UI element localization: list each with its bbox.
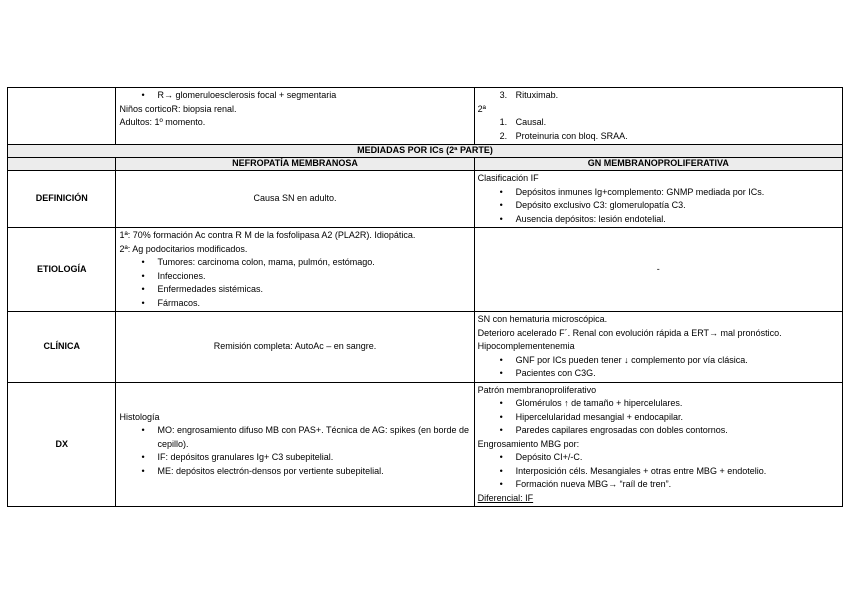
table-row <box>8 228 843 312</box>
text-line: 2ª: Ag podocitarios modificados. <box>119 243 248 254</box>
clinica-membranoproliferativa <box>474 312 842 383</box>
text-line: SN con hematuria microscópica. <box>477 314 608 324</box>
text-line: Engrosamiento MBG por: <box>477 438 580 449</box>
continuation-right-cell <box>474 88 842 145</box>
continuation-row <box>8 88 843 145</box>
list-item: • Fármacos. <box>119 297 470 311</box>
text-line: Hipocomplementenemia <box>477 341 575 351</box>
definicion-membranosa: Causa SN en adulto. <box>116 171 474 228</box>
list-item: • Interposición céls. Mesangiales + otras entre MBG + endotelio. <box>478 465 839 479</box>
column-header-row <box>8 158 843 171</box>
list-item: • ME: depósitos electrón-densos por vertiente subepitelial. <box>119 465 470 479</box>
list-item: • Paredes capilares engrosadas con dobles contornos. <box>478 424 839 438</box>
table-row <box>8 312 843 383</box>
list-item: 1. Causal. <box>499 117 547 127</box>
text-line: Niños corticoR: biopsia renal. <box>119 103 237 114</box>
row-label-clinica: CLÍNICA <box>8 312 116 383</box>
list-item: • Tumores: carcinoma colon, mama, pulmón, estómago. <box>119 256 470 270</box>
list-item: • Formación nueva MBG→ “raíl de tren”. <box>478 478 839 492</box>
text-line: Diferencial: IF <box>477 492 534 503</box>
list-item: • Pacientes con C3G. <box>478 367 839 381</box>
column-header-membranosa: NEFROPATÍA MEMBRANOSA <box>116 158 474 171</box>
etiologia-membranosa <box>116 228 474 312</box>
list-item: • Enfermedades sistémicas. <box>119 283 470 297</box>
table-row <box>8 382 843 507</box>
text-line: Patrón membranoproliferativo <box>477 384 597 395</box>
row-label-definicion: DEFINICIÓN <box>8 171 116 228</box>
section-title: MEDIADAS POR ICs (2ª PARTE) <box>8 145 843 158</box>
text-line: Clasificación IF <box>477 173 539 183</box>
column-header-membranoproliferativa: GN MEMBRANOPROLIFERATIVA <box>474 158 842 171</box>
list-item: • Depósitos inmunes Ig+complemento: GNMP mediada por ICs. <box>478 186 839 200</box>
list-item: • R→ glomeruloesclerosis focal + segmentaria <box>119 89 470 103</box>
continuation-left-cell <box>116 88 474 145</box>
list-item: 3. Rituximab. <box>499 90 559 100</box>
list-item: • Depósito CI+/-C. <box>478 451 839 465</box>
text-line: 2ª <box>477 103 486 114</box>
list-item: • GNF por ICs pueden tener ↓ complemento por vía clásica. <box>478 354 839 368</box>
list-item: 2. Proteinuria con bloq. SRAA. <box>499 130 628 141</box>
nephrology-table <box>7 87 843 507</box>
etiologia-membranoproliferativa: - <box>474 228 842 312</box>
list-item: • Hipercelularidad mesangial + endocapilar. <box>478 411 839 425</box>
section-title-row <box>8 145 843 158</box>
text-line: Deterioro acelerado F´. Renal con evolución rápida a ERT→ mal pronóstico. <box>477 327 782 338</box>
list-item: • MO: engrosamiento difuso MB con PAS+. Técnica de AG: spikes (en borde de cepillo). <box>119 424 470 451</box>
table-row <box>8 171 843 228</box>
list-item: • Depósito exclusivo C3: glomerulopatía C3. <box>478 199 839 213</box>
dx-membranosa <box>116 382 474 507</box>
list-item: • IF: depósitos granulares Ig+ C3 subepitelial. <box>119 451 470 465</box>
column-header-empty <box>8 158 116 171</box>
continuation-label-cell <box>8 88 116 145</box>
row-label-etiologia: ETIOLOGÍA <box>8 228 116 312</box>
dx-membranoproliferativa <box>474 382 842 507</box>
text-line: 1ª: 70% formación Ac contra R M de la fosfolipasa A2 (PLA2R). Idiopática. <box>119 230 416 240</box>
text-line: Histología <box>119 411 160 422</box>
clinica-membranosa: Remisión completa: AutoAc – en sangre. <box>116 312 474 383</box>
list-item: • Glomérulos ↑ de tamaño + hipercelulares. <box>478 397 839 411</box>
list-item: • Ausencia depósitos: lesión endotelial. <box>478 213 839 227</box>
definicion-membranoproliferativa <box>474 171 842 228</box>
list-item: • Infecciones. <box>119 270 470 284</box>
text-line: Adultos: 1º momento. <box>119 117 206 127</box>
row-label-dx: DX <box>8 382 116 507</box>
